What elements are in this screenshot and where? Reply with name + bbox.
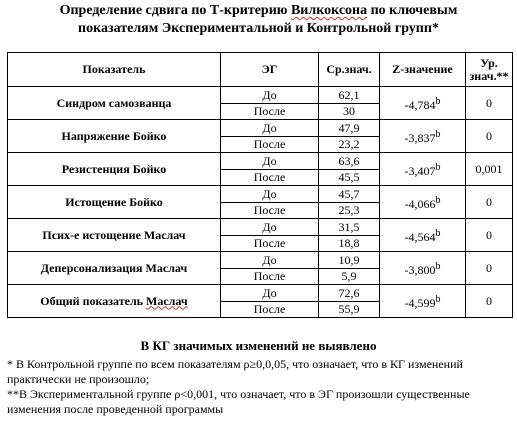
- indicator-text: Напряжение Бойко: [61, 128, 167, 143]
- z-value: -4,066: [404, 196, 436, 211]
- indicator-cell: [8, 87, 221, 120]
- indicator-text: Общий показатель: [40, 293, 147, 308]
- mean-before: 72,6: [338, 286, 360, 300]
- mean-after: 30: [343, 104, 355, 118]
- table-row: [8, 153, 513, 186]
- group-cell: [221, 219, 319, 252]
- z-superscript: b: [435, 95, 441, 107]
- after-label: После: [253, 203, 286, 217]
- table-row: [8, 219, 513, 252]
- results-table: [7, 52, 513, 318]
- mean-cell: [319, 87, 380, 120]
- before-label: До: [262, 286, 277, 300]
- group-cell: [221, 87, 319, 120]
- indicator-cell: [8, 252, 221, 285]
- indicator-text: Резистенция Бойко: [61, 161, 167, 176]
- header-z: Z-значение: [380, 53, 466, 87]
- header-level: Ур. знач.**: [466, 53, 513, 87]
- group-cell: [221, 153, 319, 186]
- header-group: ЭГ: [221, 53, 319, 87]
- title-text-end: по ключевым: [367, 3, 458, 18]
- z-cell: [380, 285, 466, 318]
- z-value: -4,564: [404, 229, 436, 244]
- before-label: До: [262, 220, 277, 234]
- table-header-row: [8, 53, 513, 87]
- table-row: [8, 285, 513, 318]
- z-cell: [380, 87, 466, 120]
- p-value: 0: [486, 260, 492, 275]
- z-cell: [380, 186, 466, 219]
- after-label: После: [253, 236, 286, 250]
- indicator-cell: [8, 120, 221, 153]
- table-row: [8, 186, 513, 219]
- z-value: -3,837: [404, 130, 436, 145]
- after-label: После: [253, 104, 286, 118]
- mean-after: 5,9: [341, 269, 357, 283]
- p-cell: [466, 252, 513, 285]
- footnote-1: * В Контрольной группе по всем показателям ρ≥0,0,05, что означает, что в КГ изменений практически не произошло;: [7, 357, 463, 386]
- z-cell: [380, 120, 466, 153]
- indicator-cell: [8, 153, 221, 186]
- z-value: -4,784: [404, 97, 436, 112]
- z-cell: [380, 252, 466, 285]
- z-value: -3,800: [404, 262, 436, 277]
- indicator-text: Истощение Бойко: [65, 194, 163, 209]
- p-value: 0: [486, 128, 492, 143]
- p-value: 0,001: [475, 161, 503, 176]
- header-mean: Ср.знач.: [319, 53, 380, 87]
- p-cell: [466, 186, 513, 219]
- group-cell: [221, 186, 319, 219]
- z-cell: [380, 219, 466, 252]
- after-label: После: [253, 170, 286, 184]
- indicator-cell: [8, 285, 221, 318]
- before-label: До: [262, 187, 277, 201]
- z-superscript: b: [435, 128, 441, 140]
- mean-before: 47,9: [338, 121, 360, 135]
- before-label: До: [262, 88, 277, 102]
- mean-after: 25,3: [338, 203, 360, 217]
- mean-before: 45,7: [338, 187, 360, 201]
- group-cell: [221, 120, 319, 153]
- indicator-text: Деперсонализация Маслач: [40, 260, 188, 275]
- p-cell: [466, 87, 513, 120]
- table-row: [8, 252, 513, 285]
- title-name-spellcheck: Вилкоксона: [290, 3, 368, 18]
- mean-before: 62,1: [338, 88, 360, 102]
- mean-after: 45,5: [338, 170, 360, 184]
- p-cell: [466, 285, 513, 318]
- z-superscript: b: [435, 161, 441, 173]
- document-title: [0, 2, 517, 38]
- mean-cell: [319, 252, 380, 285]
- group-cell: [221, 252, 319, 285]
- p-cell: [466, 153, 513, 186]
- mean-cell: [319, 186, 380, 219]
- z-superscript: b: [435, 194, 441, 206]
- p-value: 0: [486, 95, 492, 110]
- table-row: [8, 120, 513, 153]
- mean-after: 23,2: [338, 137, 360, 151]
- p-value: 0: [486, 293, 492, 308]
- mean-after: 18,8: [338, 236, 360, 250]
- mean-cell: [319, 120, 380, 153]
- group-cell: [221, 285, 319, 318]
- indicator-cell: [8, 219, 221, 252]
- indicator-name-spellcheck: Маслач: [146, 293, 188, 308]
- header-indicator: Показатель: [8, 53, 221, 87]
- table-row: [8, 87, 513, 120]
- subheading: В КГ значимых изменений не выявлено: [140, 338, 377, 353]
- z-superscript: b: [435, 293, 441, 305]
- z-superscript: b: [435, 227, 441, 239]
- indicator-text: Синдром самозванца: [56, 95, 172, 110]
- z-superscript: b: [435, 260, 441, 272]
- indicator-text: Псих-е истощение Маслач: [42, 227, 186, 242]
- p-cell: [466, 219, 513, 252]
- mean-after: 55,9: [338, 302, 360, 316]
- after-label: После: [253, 302, 286, 316]
- p-value: 0: [486, 227, 492, 242]
- before-label: До: [262, 121, 277, 135]
- z-cell: [380, 153, 466, 186]
- footnote-2: **В Экспериментальной группе ρ<0,001, что означает, что в ЭГ произошли существенные изменения после проведенной программы: [7, 387, 470, 416]
- title-line-2: показателям Экспериментальной и Контрольной групп*: [78, 21, 439, 36]
- title-text: Определение сдвига по Т-критерию: [59, 3, 291, 18]
- z-value: -4,599: [404, 295, 436, 310]
- mean-cell: [319, 153, 380, 186]
- before-label: До: [262, 253, 277, 267]
- mean-before: 31,5: [338, 220, 360, 234]
- p-cell: [466, 120, 513, 153]
- title-line-1: [0, 2, 517, 20]
- p-value: 0: [486, 194, 492, 209]
- mean-before: 63,6: [338, 154, 360, 168]
- before-label: До: [262, 154, 277, 168]
- mean-cell: [319, 285, 380, 318]
- mean-cell: [319, 219, 380, 252]
- after-label: После: [253, 137, 286, 151]
- after-label: После: [253, 269, 286, 283]
- indicator-cell: [8, 186, 221, 219]
- z-value: -3,407: [404, 163, 436, 178]
- mean-before: 10,9: [338, 253, 360, 267]
